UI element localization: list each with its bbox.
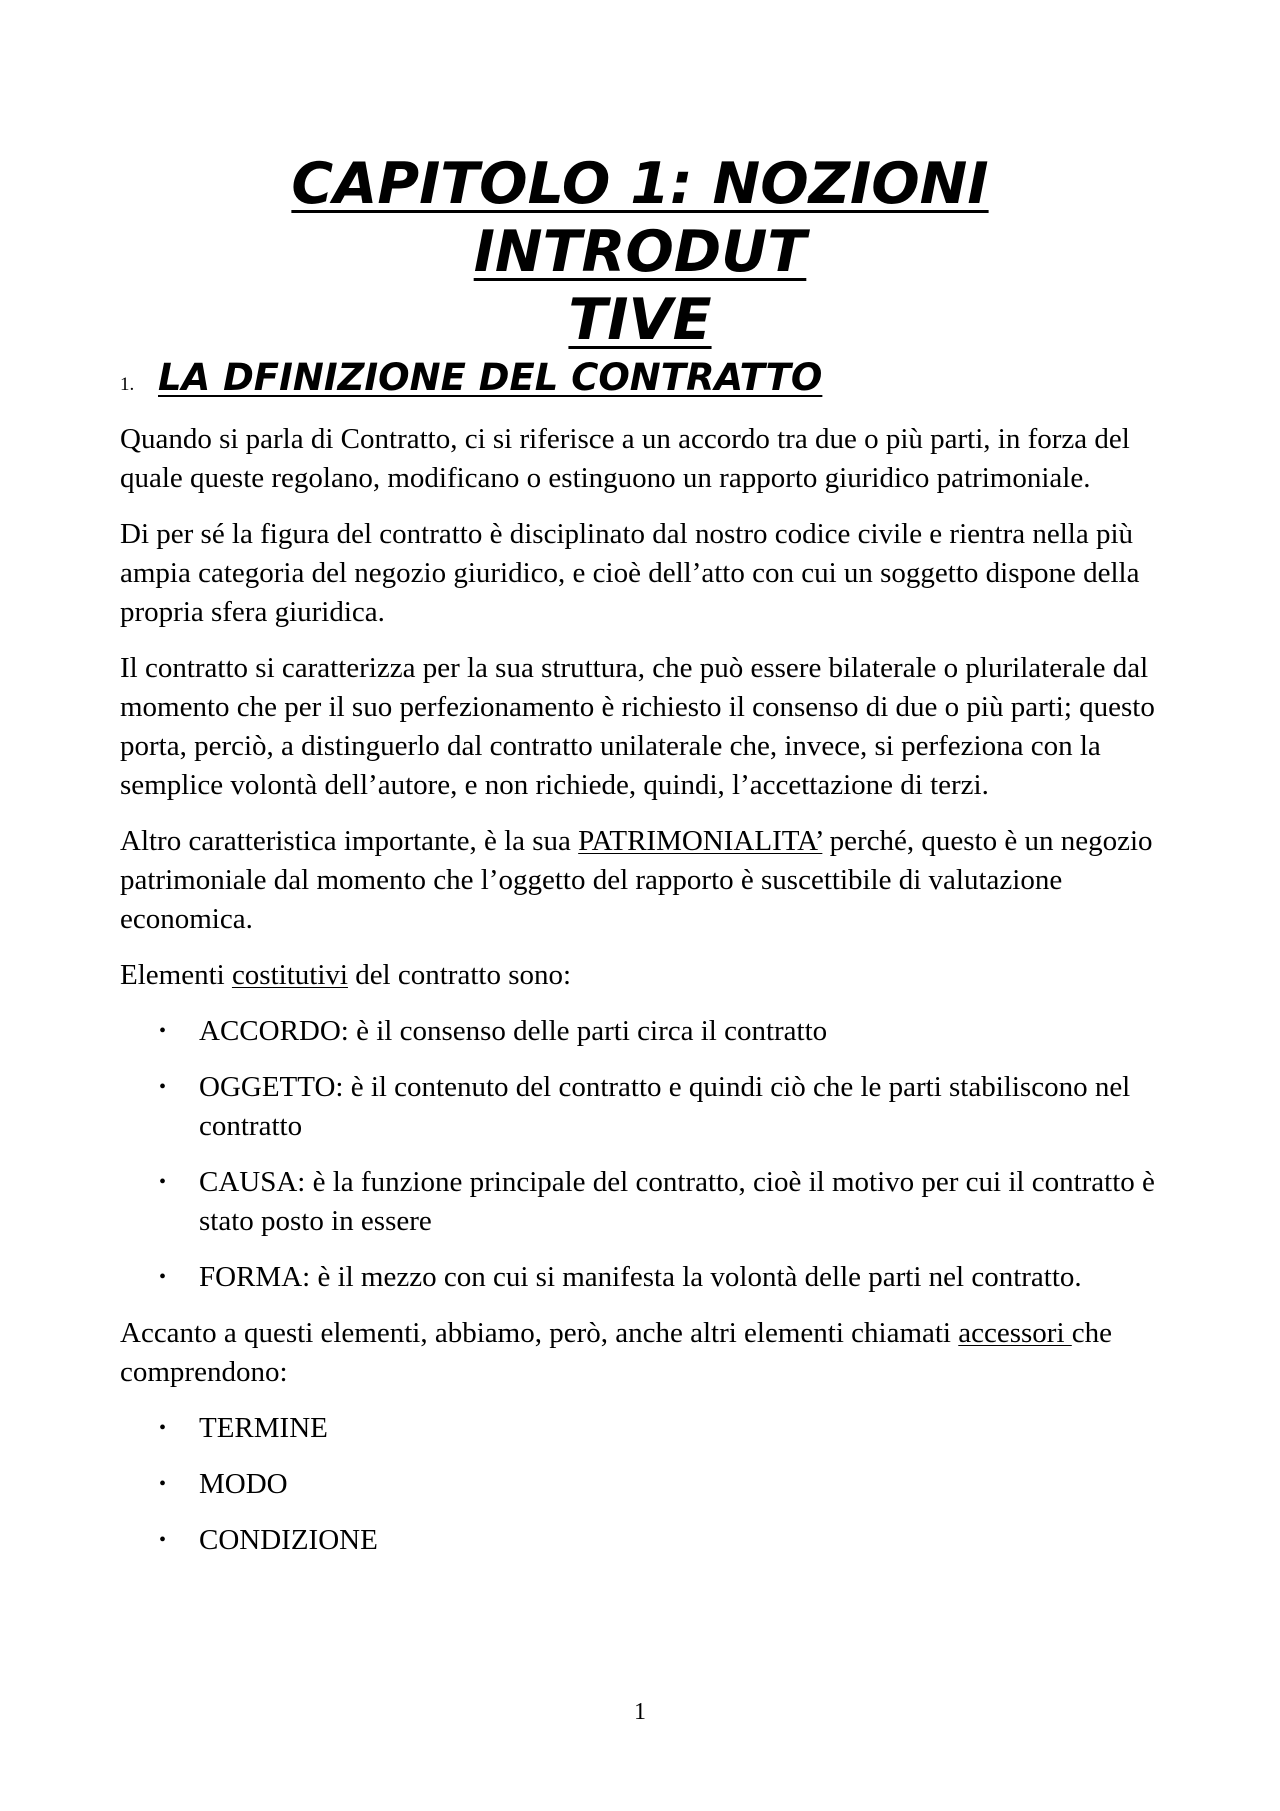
paragraph-text: Accanto a questi elementi, abbiamo, però, anche altri elementi chiamati (120, 1317, 959, 1349)
chapter-title-line-1: CAPITOLO 1: NOZIONI INTRODUT (291, 151, 989, 285)
list-item: • TERMINE (120, 1409, 1170, 1448)
list-item: • CAUSA: è la funzione principale del contratto, cioè il motivo per cui il contratto è stato posto in essere (120, 1163, 1170, 1241)
paragraph-text: che comprendono: (120, 1317, 1113, 1388)
section-heading (120, 356, 1160, 407)
paragraph-text: Elementi (120, 959, 232, 991)
paragraph-text: Altro caratteristica importante, è la sua (120, 825, 579, 857)
paragraph-structure: Il contratto si caratterizza per la sua struttura, che può essere bilaterale o plurilaterale dal momento che per il suo perfezionamento è richiesto il consenso di due o più parti; questo porta, perciò, a distinguerlo dal contratto unilaterale che, invece, si perfeziona con la semplice volontà dell’autore, e non richiede, quindi, l’accettazione di terzi. (120, 652, 1155, 801)
paragraph-definition: Quando si parla di Contratto, ci si riferisce a un accordo tra due o più parti, in forza del quale queste regolano, modificano o estinguono un rapporto giuridico patrimoniale. (120, 423, 1130, 494)
paragraph-civil-code: Di per sé la figura del contratto è disciplinato dal nostro codice civile e rientra nella più ampia categoria del negozio giuridico, e cioè dell’atto con cui un soggetto dispone della propria sfera giuridica. (120, 518, 1140, 628)
paragraph-text: perché, questo è un negozio patrimoniale dal momento che l’oggetto del rapporto è suscettibile di valutazione economica. (120, 825, 1153, 935)
list-item: • FORMA: è il mezzo con cui si manifesta la volontà delle parti nel contratto. (120, 1258, 1170, 1297)
section-number: 1. (120, 374, 135, 395)
list-item: • OGGETTO: è il contenuto del contratto e quindi ciò che le parti stabiliscono nel contratto (120, 1068, 1170, 1146)
paragraph-accessory-intro (120, 1314, 1170, 1392)
accessory-elements-list (120, 1409, 1170, 1560)
constitutive-elements-list (120, 1012, 1170, 1297)
document-body (120, 420, 1170, 1577)
section-heading-text: LA DFINIZIONE DEL CONTRATTO (158, 356, 823, 399)
list-item: • MODO (120, 1465, 1170, 1504)
paragraph-patrimoniality (120, 822, 1170, 939)
list-item: • ACCORDO: è il consenso delle parti circa il contratto (120, 1012, 1170, 1051)
underlined-term-patrimonialita: PATRIMONIALITA’ (578, 825, 823, 857)
chapter-title (118, 150, 1162, 354)
chapter-title-line-2: TIVE (568, 287, 712, 353)
paragraph-elements-intro (120, 956, 1170, 995)
paragraph-text: del contratto sono: (347, 959, 572, 991)
list-item: • CONDIZIONE (120, 1521, 1170, 1560)
page-number: 1 (634, 1699, 646, 1725)
underlined-term-accessori: accessori (958, 1317, 1072, 1349)
underlined-term-costitutivi: costitutivi (231, 959, 348, 991)
